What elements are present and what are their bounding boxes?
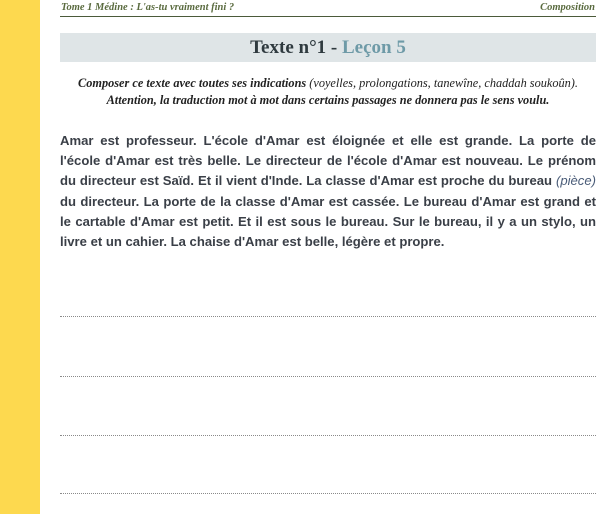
writing-line[interactable] (60, 435, 596, 436)
text-part-1: Amar est professeur. L'école d'Amar est éloignée et elle est grande. La porte de l'école d'Amar est très belle. Le directeur de l'école d'Amar est nouveau. Le prénom du directeur est Saïd. Et il vient d'Inde. La classe d'Amar est proche du bureau (60, 133, 596, 189)
instructions-warning: Attention, la traduction mot à mot dans certains passages ne donnera pas le sens voulu. (106, 93, 550, 107)
left-color-band (0, 0, 40, 514)
writing-line[interactable] (60, 376, 596, 377)
instructions-details: (voyelles, prolongations, tanewîne, chaddah soukoûn). (306, 76, 578, 90)
title-separator: - (326, 37, 342, 58)
running-header (60, 2, 596, 17)
text-part-2: du directeur. La porte de la classe d'Amar est cassée. Le bureau d'Amar est grand et le cartable d'Amar est petit. Et il est sous le bureau. Sur le bureau, il y a un stylo, un livre et un cahier. La chaise d'Amar est belle, légère et propre. (60, 193, 596, 250)
writing-line[interactable] (60, 493, 596, 494)
instructions (60, 75, 596, 109)
header-section: Composition (540, 2, 595, 13)
page-title: Texte n°1 (250, 37, 327, 58)
title-bar (60, 33, 596, 62)
text-note: (pièce) (555, 173, 596, 189)
document-page (60, 0, 596, 514)
writing-line[interactable] (60, 316, 596, 317)
header-book-title: Tome 1 Médine : L'as-tu vraiment fini ? (61, 2, 235, 13)
lesson-label: Leçon 5 (342, 37, 406, 58)
text-body (60, 131, 596, 252)
instructions-lead: Composer ce texte avec toutes ses indications (78, 76, 307, 90)
